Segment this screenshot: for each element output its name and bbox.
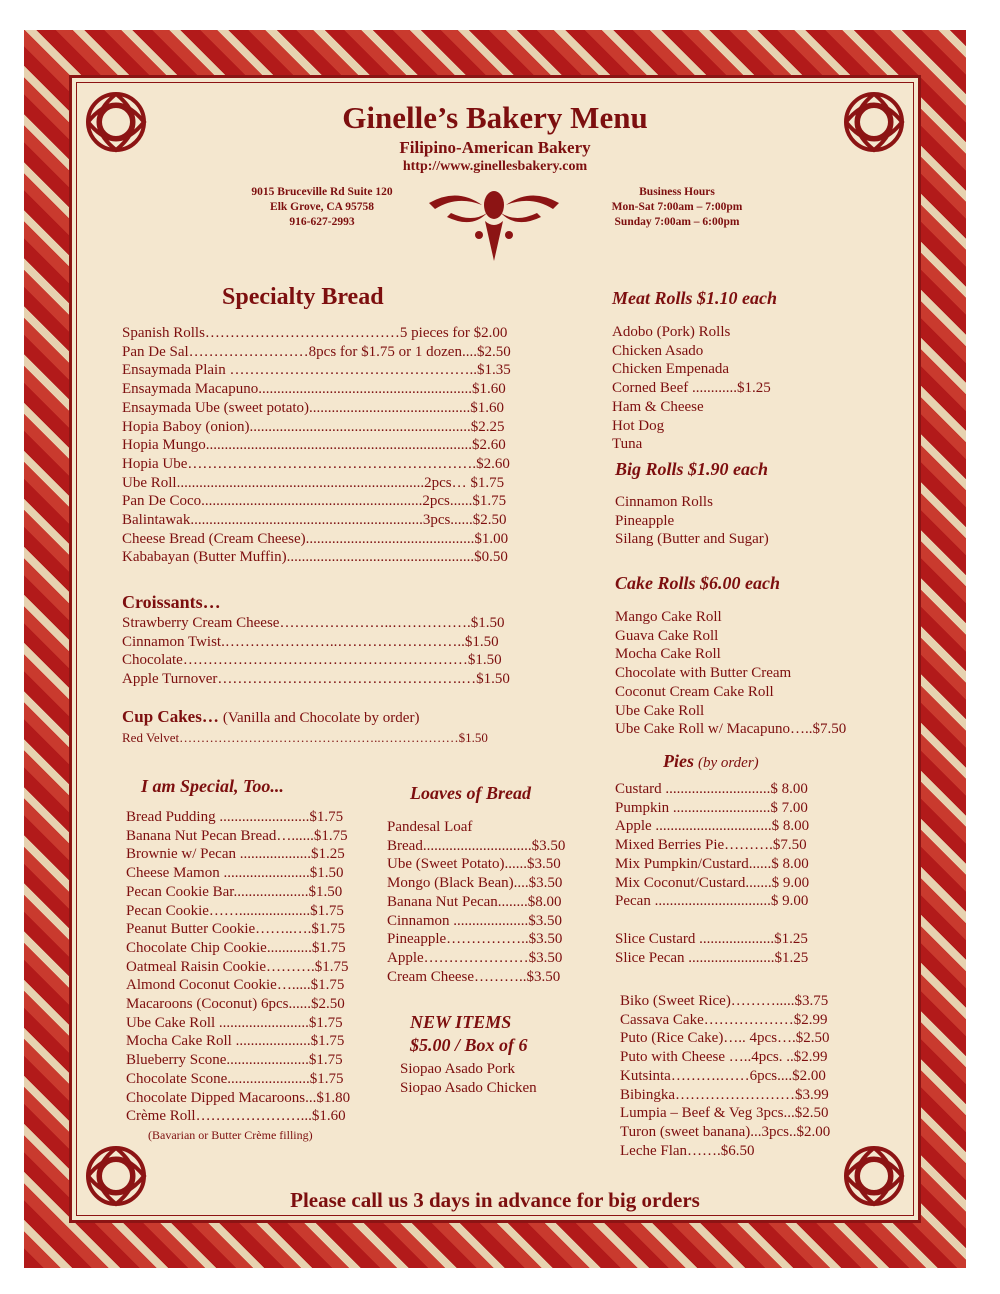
list-item: Mix Coconut/Custard.......$ 9.00 — [615, 874, 810, 891]
big-rolls-list — [615, 493, 769, 549]
list-item: Ube Cake Roll w/ Macapuno…..$7.50 — [615, 721, 847, 738]
loaves-heading: Loaves of Bread — [410, 783, 531, 803]
list-item: Bibingka……………………$3.99 — [620, 1086, 829, 1103]
list-item: Pineapple……………..$3.50 — [387, 931, 563, 948]
list-item: Pandesal Loaf — [387, 819, 473, 835]
list-item: Mocha Cake Roll ....................$1.75 — [126, 1033, 345, 1050]
list-item: Mixed Berries Pie……….$7.50 — [615, 837, 807, 854]
cupcakes-note: (Vanilla and Chocolate by order) — [222, 710, 420, 726]
meat-rolls-list — [612, 323, 771, 454]
list-item: Ham & Cheese — [612, 398, 704, 415]
specialty-bread-list — [122, 324, 511, 567]
list-item: Cream Cheese………..$3.50 — [387, 968, 561, 985]
list-item: Ensaymada Macapuno.........................................................$1.60 — [122, 381, 506, 398]
list-item: Apple Turnover………………………………………….…$1.50 — [122, 671, 510, 688]
list-item: Oatmeal Raisin Cookie……….$1.75 — [126, 958, 349, 975]
list-item: Pan De Coco...........................................................2pcs......$1.75 — [122, 493, 507, 510]
list-item: Kababayan (Butter Muffin)..................................................$0.50 — [122, 549, 508, 566]
list-item: Pecan ...............................$ 9.00 — [615, 893, 809, 910]
cupcakes-heading: Cup Cakes… — [122, 707, 219, 726]
decorative-border — [24, 30, 966, 1268]
cake-rolls-list — [615, 608, 846, 739]
list-item: Chocolate Scone......................$1.75 — [126, 1070, 344, 1087]
cake-rolls-heading: Cake Rolls $6.00 each — [615, 573, 780, 593]
creme-roll-note: (Bavarian or Butter Crème filling) — [148, 1127, 313, 1142]
list-item: Peanut Butter Cookie……..….$1.75 — [126, 921, 346, 938]
page-subtitle: Filipino-American Bakery — [399, 138, 591, 157]
pie-slices-list — [615, 930, 808, 967]
list-item: Almond Coconut Cookie….....$1.75 — [126, 977, 345, 994]
list-item: Chicken Asado — [612, 342, 704, 359]
list-item: Apple…………………$3.50 — [387, 949, 563, 966]
phone-number: 916-627-2993 — [289, 216, 355, 228]
list-item: Turon (sweet banana)...3pcs..$2.00 — [620, 1123, 831, 1140]
list-item: Mocha Cake Roll — [615, 646, 721, 663]
list-item: Chocolate…………………………………………………$1.50 — [122, 652, 502, 669]
list-item: Leche Flan…….$6.50 — [620, 1142, 755, 1159]
hours-weekday: Mon-Sat 7:00am – 7:00pm — [611, 201, 743, 213]
list-item: Red Velvet………………………………………..………………$1.50 — [122, 730, 488, 745]
list-item: Chocolate with Butter Cream — [615, 665, 792, 682]
list-item: Chicken Empenada — [612, 361, 730, 378]
list-item: Custard ............................$ 8.00 — [615, 781, 808, 797]
new-items-list — [400, 1060, 537, 1097]
list-item: Ensaymada Ube (sweet potato)...........................................$1.60 — [122, 399, 505, 416]
specialty-bread-heading: Specialty Bread — [222, 284, 384, 310]
list-item: Biko (Sweet Rice)……….....$3.75 — [620, 993, 829, 1009]
list-item: Ensaymada Plain …………………………………………..$1.35 — [122, 362, 511, 379]
list-item: Pineapple — [615, 512, 675, 529]
new-items-price: $5.00 / Box of 6 — [410, 1035, 528, 1055]
list-item: Slice Custard ....................$1.25 — [615, 931, 808, 947]
list-item: Mix Pumpkin/Custard......$ 8.00 — [615, 855, 809, 872]
filipino-delicacies-list — [620, 992, 830, 1160]
hours-block — [577, 185, 777, 230]
address-block — [222, 185, 422, 230]
list-item: Coconut Cream Cake Roll — [615, 683, 774, 700]
new-items-heading: NEW ITEMS — [410, 1012, 512, 1032]
list-item: Hopia Ube………………………………………………….$2.60 — [122, 455, 510, 472]
list-item: Pecan Cookie……...................$1.75 — [126, 902, 344, 919]
list-item: Bread Pudding ........................$1.75 — [126, 809, 344, 825]
list-item: Puto (Rice Cake)….. 4pcs….$2.50 — [620, 1030, 830, 1047]
list-item: Pecan Cookie Bar....................$1.50 — [126, 883, 343, 900]
list-item: Adobo (Pork) Rolls — [612, 324, 731, 340]
address-line: 9015 Bruceville Rd Suite 120 — [251, 186, 393, 198]
list-item: Hopia Mungo.......................................................................$2.60 — [122, 437, 506, 454]
list-item: Cinnamon ....................$3.50 — [387, 912, 562, 929]
list-item: Mongo (Black Bean)....$3.50 — [387, 875, 563, 892]
list-item: Ube Cake Roll ........................$1.75 — [126, 1014, 343, 1031]
list-item: Guava Cake Roll — [615, 627, 719, 644]
special-heading: I am Special, Too... — [141, 776, 284, 796]
list-item: Ube Roll..................................................................2pcs… $1.75 — [122, 474, 505, 491]
hours-sunday: Sunday 7:00am – 6:00pm — [614, 216, 740, 228]
list-item: Chocolate Dipped Macaroons...$1.80 — [126, 1089, 351, 1106]
list-item: Cheese Mamon .......................$1.50 — [126, 865, 344, 882]
list-item: Spanish Rolls…………………………………5 pieces for $2.00 — [122, 325, 508, 341]
special-list — [126, 808, 350, 1145]
address-line: Elk Grove, CA 95758 — [270, 201, 374, 213]
list-item: Macaroons (Coconut) 6pcs......$2.50 — [126, 996, 345, 1013]
cupcakes-list — [122, 729, 488, 748]
list-item: Siopao Asado Pork — [400, 1061, 516, 1077]
big-rolls-heading: Big Rolls $1.90 each — [615, 459, 769, 479]
list-item: Siopao Asado Chicken — [400, 1079, 537, 1096]
list-item: Corned Beef ............$1.25 — [612, 380, 771, 397]
list-item: Blueberry Scone......................$1.75 — [126, 1052, 343, 1069]
hours-heading: Business Hours — [639, 186, 715, 198]
list-item: Hot Dog — [612, 417, 665, 434]
list-item: Puto with Cheese …..4pcs. ..$2.99 — [620, 1049, 828, 1066]
pies-list — [615, 780, 809, 911]
list-item: Strawberry Cream Cheese…………………..…………….$1.50 — [122, 615, 505, 631]
croissants-list — [122, 614, 510, 689]
list-item: Banana Nut Pecan........$8.00 — [387, 893, 562, 910]
list-item: Pumpkin ..........................$ 7.00 — [615, 799, 808, 816]
advance-order-notice: Please call us 3 days in advance for big orders — [290, 1188, 700, 1212]
croissants-heading: Croissants… — [122, 592, 221, 612]
list-item: Balintawak..............................................................3pcs......$2.50 — [122, 512, 507, 529]
list-item: Cinnamon Rolls — [615, 494, 713, 510]
website-link[interactable]: http://www.ginellesbakery.com — [402, 159, 588, 174]
page-title: Ginelle’s Bakery Menu — [342, 100, 648, 135]
list-item: Chocolate Chip Cookie............$1.75 — [126, 939, 346, 956]
list-item: Slice Pecan .......................$1.25 — [615, 949, 809, 966]
list-item: Cheese Bread (Cream Cheese).............................................$1.00 — [122, 530, 509, 547]
list-item: Bread.............................$3.50 — [387, 837, 566, 854]
list-item: Pan De Sal……………………8pcs for $1.75 or 1 dozen....$2.50 — [122, 343, 511, 360]
list-item: Mango Cake Roll — [615, 609, 722, 625]
list-item: Tuna — [612, 436, 643, 453]
list-item: Silang (Butter and Sugar) — [615, 531, 769, 548]
menu-paper — [69, 75, 921, 1223]
pies-note: (by order) — [698, 755, 759, 771]
list-item: Hopia Baboy (onion)...........................................................$2.25 — [122, 418, 505, 435]
loaves-list — [387, 818, 565, 986]
list-item: Crème Roll…………………...$1.60 — [126, 1108, 346, 1125]
flourish-ornament-icon — [427, 183, 561, 263]
cupcakes-heading-row — [122, 707, 419, 727]
list-item: Kutsinta……….……6pcs....$2.00 — [620, 1067, 826, 1084]
list-item: Brownie w/ Pecan ...................$1.25 — [126, 846, 345, 863]
list-item: Ube Cake Roll — [615, 702, 705, 719]
list-item: Cinnamon Twist.…………………..……………………..$1.50 — [122, 633, 499, 650]
list-item: Banana Nut Pecan Bread…......$1.75 — [126, 827, 348, 844]
pies-heading-row — [663, 751, 759, 772]
meat-rolls-heading: Meat Rolls $1.10 each — [612, 288, 777, 308]
list-item: Apple ...............................$ 8.00 — [615, 818, 810, 835]
pies-heading: Pies — [663, 751, 694, 771]
list-item: Cassava Cake………………$2.99 — [620, 1011, 828, 1028]
list-item: Ube (Sweet Potato)......$3.50 — [387, 856, 561, 873]
list-item: Lumpia – Beef & Veg 3pcs...$2.50 — [620, 1105, 829, 1122]
